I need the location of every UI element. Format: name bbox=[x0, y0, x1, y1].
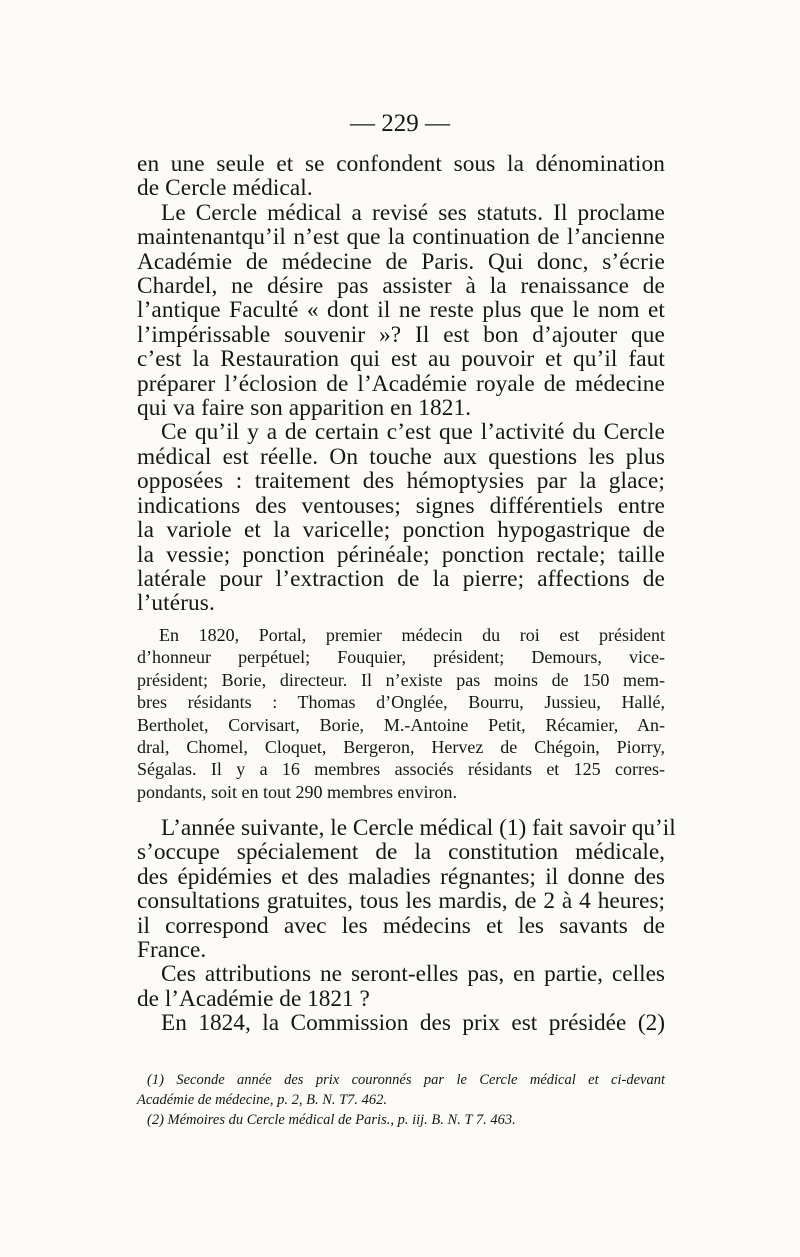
text-line: il correspond avec les médecins et les savants de bbox=[137, 912, 665, 939]
footnote-line: (1) Seconde année des prix couronnés par le Cercle médical et ci-devant bbox=[147, 1072, 665, 1088]
main-text-block-2 bbox=[137, 815, 676, 1037]
text-line: L’année suivante, le Cercle médical (1) fait savoir qu’il bbox=[161, 815, 676, 841]
note-line: Ségalas. Il y a 16 membres associés résidants et 125 corres- bbox=[137, 759, 665, 780]
text-line: l’utérus. bbox=[137, 590, 215, 617]
text-line: des épidémies et des maladies régnantes; il donne des bbox=[137, 863, 665, 890]
text-line: s’occupe spécialement de la constitution médicale, bbox=[137, 839, 665, 866]
text-line: c’est la Restauration qui est au pouvoir et qu’il faut bbox=[137, 346, 665, 373]
text-line: de l’Académie de 1821 ? bbox=[137, 985, 370, 1012]
note-line: pondants, soit en tout 290 membres environ. bbox=[137, 781, 457, 802]
main-text-block bbox=[137, 152, 665, 616]
text-line: Ces attributions ne seront-elles pas, en partie, celles bbox=[161, 961, 665, 988]
note-line: d’honneur perpétuel; Fouquier, président; Demours, vice- bbox=[137, 647, 665, 668]
text-line: maintenantqu’il n’est que la continuation de l’ancienne bbox=[137, 224, 665, 251]
text-line: Ce qu’il y a de certain c’est que l’activité du Cercle bbox=[161, 419, 665, 446]
text-line: consultations gratuites, tous les mardis, de 2 à 4 heures; bbox=[137, 888, 665, 915]
text-line: latérale pour l’extraction de la pierre; affections de bbox=[137, 565, 665, 592]
text-line: opposées : traitement des hémoptysies par la glace; bbox=[137, 468, 665, 495]
text-line: l’antique Faculté « dont il ne reste plus que le nom et bbox=[137, 297, 665, 324]
text-line: Chardel, ne désire pas assister à la renaissance de bbox=[137, 273, 665, 300]
footnote-line: Académie de médecine, p. 2, B. N. T7. 462. bbox=[137, 1092, 388, 1108]
small-print-note bbox=[137, 624, 665, 803]
text-line: la variole et la varicelle; ponction hypogastrique de bbox=[137, 517, 665, 544]
text-line: En 1824, la Commission des prix est présidée (2) bbox=[161, 1010, 665, 1037]
note-line: Bertholet, Corvisart, Borie, M.-Antoine Petit, Récamier, An- bbox=[137, 714, 665, 735]
text-line: de Cercle médical. bbox=[137, 175, 313, 202]
text-line: en une seule et se confondent sous la dénomination bbox=[137, 151, 665, 177]
text-line: Le Cercle médical a revisé ses statuts. Il proclame bbox=[161, 199, 665, 226]
text-line: indications des ventouses; signes différentiels entre bbox=[137, 492, 665, 519]
text-line: médical est réelle. On touche aux questions les plus bbox=[137, 443, 665, 470]
footnotes bbox=[137, 1070, 665, 1130]
text-line: préparer l’éclosion de l’Académie royale de médecine bbox=[137, 370, 665, 397]
note-line: dral, Chomel, Cloquet, Bergeron, Hervez de Chégoin, Piorry, bbox=[137, 737, 665, 758]
note-line: En 1820, Portal, premier médecin du roi est président bbox=[159, 625, 665, 645]
note-line: président; Borie, directeur. Il n’existe pas moins de 150 mem- bbox=[137, 669, 665, 690]
note-line: bres résidants : Thomas d’Onglée, Bourru, Jussieu, Hallé, bbox=[137, 692, 665, 713]
text-line: la vessie; ponction périnéale; ponction rectale; taille bbox=[137, 541, 665, 568]
text-line: qui va faire son apparition en 1821. bbox=[137, 395, 472, 422]
page-number: — 229 — bbox=[350, 110, 450, 137]
text-line: France. bbox=[137, 937, 207, 964]
text-line: l’impérissable souvenir »? Il est bon d’ajouter que bbox=[137, 321, 665, 348]
text-line: Académie de médecine de Paris. Qui donc, s’écrie bbox=[137, 248, 665, 275]
footnote-line: (2) Mémoires du Cercle médical de Paris., p. iij. B. N. T 7. 463. bbox=[147, 1112, 516, 1128]
